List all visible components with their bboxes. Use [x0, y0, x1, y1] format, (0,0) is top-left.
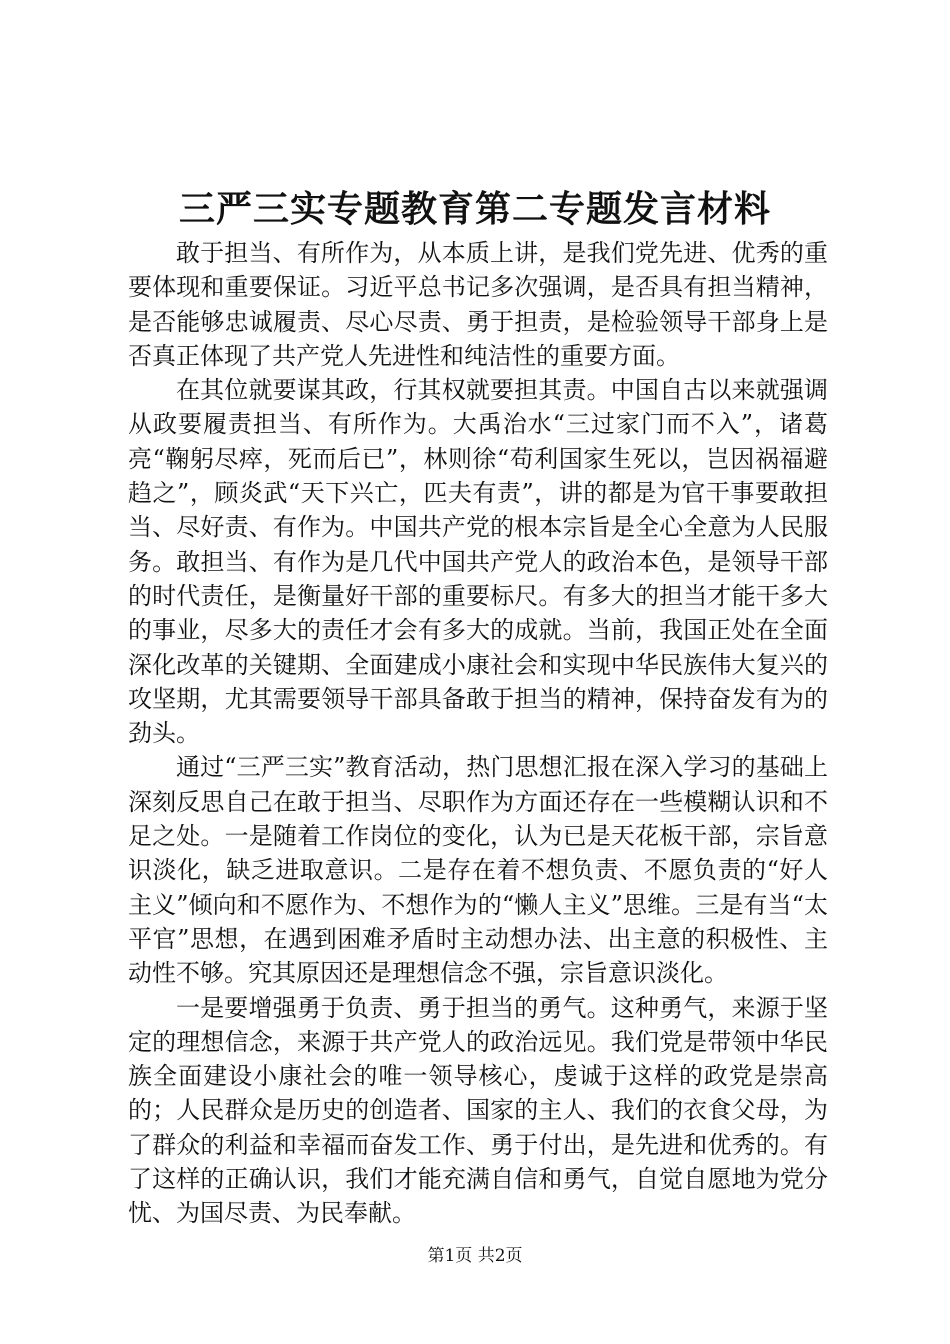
paragraph: 在其位就要谋其政，行其权就要担其责。中国自古以来就强调从政要履责担当、有所作为。大禹治水“三过家门而不入”，诸葛亮“鞠躬尽瘁，死而后已”，林则徐“苟利国家生死以，岂因祸福避趋之”，顾炎武“天下兴亡，匹夫有责”，讲的都是为官干事要敢担当、尽好责、有作为。中国共产党的根本宗旨是全心全意为人民服务。敢担当、有作为是几代中国共产党人的政治本色，是领导干部的时代责任，是衡量好干部的重要标尺。有多大的担当才能干多大的事业，尽多大的责任才会有多大的成就。当前，我国正处在全面深化改革的关键期、全面建成小康社会和实现中华民族伟大复兴的攻坚期，尤其需要领导干部具备敢于担当的精神，保持奋发有为的劲头。 [128, 376, 828, 748]
paragraph: 一是要增强勇于负责、勇于担当的勇气。这种勇气，来源于坚定的理想信念，来源于共产党人的政治远见。我们党是带领中华民族全面建设小康社会的唯一领导核心，虔诚于这样的政党是崇高的；人民群众是历史的创造者、国家的主人、我们的衣食父母，为了群众的利益和幸福而奋发工作、勇于付出，是先进和优秀的。有了这样的正确认识，我们才能充满自信和勇气，自觉自愿地为党分忧、为国尽责、为民奉献。 [128, 993, 828, 1228]
paragraph: 敢于担当、有所作为，从本质上讲，是我们党先进、优秀的重要体现和重要保证。习近平总书记多次强调，是否具有担当精神，是否能够忠诚履责、尽心尽责、勇于担责，是检验领导干部身上是否真正体现了共产党人先进性和纯洁性的重要方面。 [128, 239, 828, 370]
paragraph: 通过“三严三实”教育活动，热门思想汇报在深入学习的基础上深刻反思自己在敢于担当、尽职作为方面还存在一些模糊认识和不足之处。一是随着工作岗位的变化，认为已是天花板干部，宗旨意识淡化，缺乏进取意识。二是存在着不想负责、不愿负责的“好人主义”倾向和不愿作为、不想作为的“懒人主义”思维。三是有当“太平官”思想，在遇到困难矛盾时主动想办法、出主意的积极性、主动性不够。究其原因还是理想信念不强，宗旨意识淡化。 [128, 753, 828, 988]
document-body [128, 236, 828, 1231]
document-title: 三严三实专题教育第二专题发言材料 [178, 188, 771, 230]
page-footer: 第1页 共2页 [427, 1246, 523, 1266]
